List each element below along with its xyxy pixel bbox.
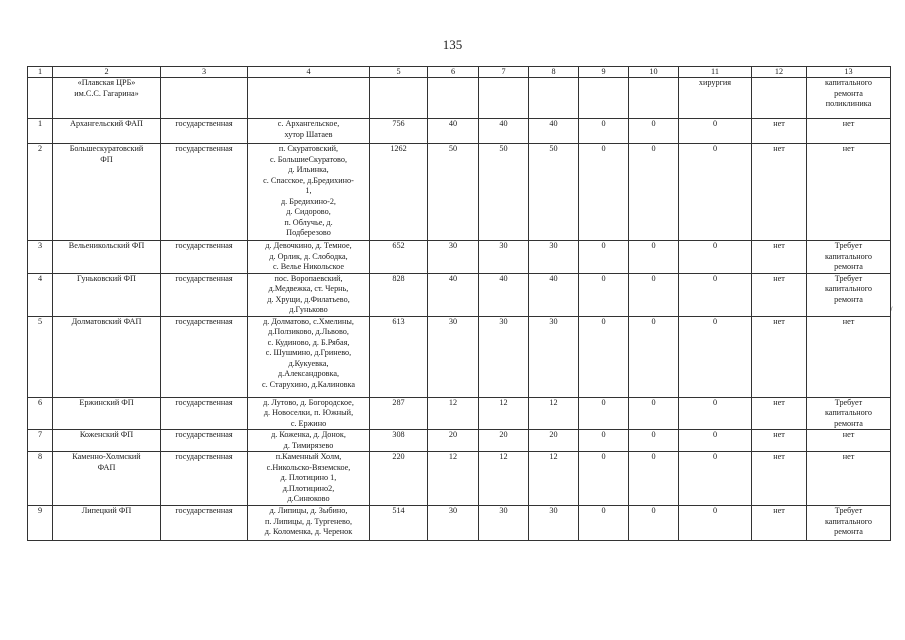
table-cell: государственная xyxy=(161,430,248,452)
table-cell: нет xyxy=(752,397,807,430)
table-cell: 12 xyxy=(428,452,479,506)
table-row xyxy=(28,119,891,144)
table-cell: 0 xyxy=(629,119,679,144)
table-cell: д. Коженка, д. Донок, д. Тимирязево xyxy=(248,430,370,452)
table-cell: 0 xyxy=(679,119,752,144)
table-cell: 828 xyxy=(370,273,428,316)
table-cell: 12 xyxy=(529,397,579,430)
table-cell: хирургия xyxy=(679,78,752,119)
table-cell: 40 xyxy=(529,119,579,144)
table-cell: Каменно-Холмский ФАП xyxy=(53,452,161,506)
table-cell: 8 xyxy=(28,452,53,506)
table-cell: 12 xyxy=(479,452,529,506)
column-number-cell: 6 xyxy=(428,67,479,78)
table-cell: 50 xyxy=(529,144,579,241)
table-cell: 0 xyxy=(579,430,629,452)
table-cell: нет xyxy=(752,430,807,452)
table-cell: 50 xyxy=(428,144,479,241)
column-number-cell: 10 xyxy=(629,67,679,78)
table-cell xyxy=(752,78,807,119)
table-cell: нет xyxy=(752,316,807,397)
table-cell xyxy=(579,78,629,119)
table-cell: 40 xyxy=(479,273,529,316)
table-cell: Требует капитального ремонта xyxy=(807,273,891,316)
column-number-cell: 8 xyxy=(529,67,579,78)
table-cell: 2 xyxy=(28,144,53,241)
table-cell: 0 xyxy=(579,144,629,241)
table-cell: п. Скуратовский, с. БольшиеСкуратово, д. Ильинка, с. Спасское, д.Бредихино- 1, д. Бредихино-2, д. Сидорово, п. Облучье, д. Подберезово xyxy=(248,144,370,241)
table-cell: п.Каменный Холм, с.Никольско-Вяземское, д. Плотицино 1, д.Плотицино2, д.Синюково xyxy=(248,452,370,506)
table-row xyxy=(28,506,891,541)
table-cell: 0 xyxy=(579,506,629,541)
table-cell: 6 xyxy=(28,397,53,430)
table-cell xyxy=(428,78,479,119)
table-row xyxy=(28,397,891,430)
column-number-row xyxy=(28,67,891,78)
facility-table xyxy=(27,66,891,541)
table-row xyxy=(28,430,891,452)
table-cell: 0 xyxy=(629,273,679,316)
table-cell: 1 xyxy=(28,119,53,144)
table-cell: 9 xyxy=(28,506,53,541)
table-cell: 40 xyxy=(428,273,479,316)
column-number-cell: 13 xyxy=(807,67,891,78)
table-cell: 0 xyxy=(679,452,752,506)
table-cell: 30 xyxy=(428,506,479,541)
table-cell: Большескуратовский ФП xyxy=(53,144,161,241)
table-cell: 0 xyxy=(679,144,752,241)
table-cell: 0 xyxy=(579,241,629,274)
table-cell: 4 xyxy=(28,273,53,316)
table-cell: 3 xyxy=(28,241,53,274)
column-number-cell: 1 xyxy=(28,67,53,78)
column-number-cell: 4 xyxy=(248,67,370,78)
table-cell: 0 xyxy=(679,506,752,541)
table-cell: государственная xyxy=(161,241,248,274)
table-cell xyxy=(529,78,579,119)
table-cell: 5 xyxy=(28,316,53,397)
table-cell: Требует капитального ремонта xyxy=(807,506,891,541)
table-row xyxy=(28,452,891,506)
table-cell: 756 xyxy=(370,119,428,144)
table-cell: нет xyxy=(752,241,807,274)
page-number: 135 xyxy=(442,37,463,52)
table-cell: 30 xyxy=(479,241,529,274)
table-row xyxy=(28,78,891,119)
table-cell: 30 xyxy=(479,506,529,541)
table-cell: нет xyxy=(752,119,807,144)
table-cell: 0 xyxy=(679,316,752,397)
table-cell: 308 xyxy=(370,430,428,452)
table-cell: 0 xyxy=(629,397,679,430)
table-cell: государственная xyxy=(161,316,248,397)
table-cell: государственная xyxy=(161,144,248,241)
table-row xyxy=(28,144,891,241)
table-cell: 0 xyxy=(629,316,679,397)
table-cell: 30 xyxy=(529,241,579,274)
table-cell: 0 xyxy=(629,144,679,241)
table-cell: государственная xyxy=(161,452,248,506)
column-number-cell: 9 xyxy=(579,67,629,78)
table-cell: Гуньковский ФП xyxy=(53,273,161,316)
table-cell: нет xyxy=(752,452,807,506)
table-cell: нет xyxy=(807,119,891,144)
table-cell: нет xyxy=(807,452,891,506)
table-cell: 0 xyxy=(579,316,629,397)
table-cell: 40 xyxy=(529,273,579,316)
table-cell: 30 xyxy=(529,506,579,541)
table-cell: 652 xyxy=(370,241,428,274)
table-cell: Вельеникольский ФП xyxy=(53,241,161,274)
table-cell: д. Липицы, д. Зыбино, п. Липицы, д. Тургенево, д. Коломенка, д. Черенок xyxy=(248,506,370,541)
column-number-cell: 3 xyxy=(161,67,248,78)
table-cell: 0 xyxy=(679,241,752,274)
table-row xyxy=(28,273,891,316)
table-cell: с. Архангельское, хутор Шатаев xyxy=(248,119,370,144)
table-cell: 613 xyxy=(370,316,428,397)
table-cell: д. Лутово, д. Богородское, д. Новоселки, п. Южный, с. Ержино xyxy=(248,397,370,430)
column-number-cell: 5 xyxy=(370,67,428,78)
table-cell: 20 xyxy=(428,430,479,452)
table-cell: 0 xyxy=(679,273,752,316)
table-cell: капитального ремонта поликлиника xyxy=(807,78,891,119)
table-cell: Требует капитального ремонта xyxy=(807,241,891,274)
table-cell: Долматовский ФАП xyxy=(53,316,161,397)
table-cell: 0 xyxy=(579,273,629,316)
table-cell: 40 xyxy=(428,119,479,144)
table-cell xyxy=(248,78,370,119)
table-cell: 0 xyxy=(629,430,679,452)
table-cell xyxy=(370,78,428,119)
table-cell: «Плавская ЦРБ» им.С.С. Гагарина» xyxy=(53,78,161,119)
table-cell: пос. Воропаевский, д.Медвежка, ст. Чернь, д. Хрущи, д.Филатьево, д.Гуньково xyxy=(248,273,370,316)
table-cell: государственная xyxy=(161,506,248,541)
table-cell: д. Девочкино, д. Темное, д. Орлик, д. Слободка, с. Велье Никольское xyxy=(248,241,370,274)
table-cell: 1262 xyxy=(370,144,428,241)
table-cell: государственная xyxy=(161,273,248,316)
table-cell: 0 xyxy=(629,241,679,274)
column-number-cell: 11 xyxy=(679,67,752,78)
table-cell xyxy=(28,78,53,119)
table-cell: нет xyxy=(807,316,891,397)
table-cell: 287 xyxy=(370,397,428,430)
table-cell xyxy=(161,78,248,119)
table-cell xyxy=(629,78,679,119)
table-cell: 0 xyxy=(579,452,629,506)
table-cell: д. Долматово, с.Хмелины, д.Ползиково, д.Львово, с. Кудиново, д. Б.Рябая, с. Шушмино, д.Гринево, д.Кукуевка, д.Александровка, с. Старухино, д.Калиновка xyxy=(248,316,370,397)
table-cell: государственная xyxy=(161,397,248,430)
table-cell: 0 xyxy=(579,397,629,430)
table-cell: государственная xyxy=(161,119,248,144)
table-cell: 0 xyxy=(629,506,679,541)
table-cell: 7 xyxy=(28,430,53,452)
table-cell: 30 xyxy=(428,241,479,274)
table-cell: 12 xyxy=(428,397,479,430)
table-row xyxy=(28,241,891,274)
table-cell xyxy=(479,78,529,119)
table-cell: 50 xyxy=(479,144,529,241)
table-row xyxy=(28,316,891,397)
table-cell: 20 xyxy=(529,430,579,452)
table-cell: 40 xyxy=(479,119,529,144)
table-cell: нет xyxy=(807,430,891,452)
table-cell: 30 xyxy=(479,316,529,397)
table-cell: нет xyxy=(807,144,891,241)
table-cell: 514 xyxy=(370,506,428,541)
table-cell: Липецкий ФП xyxy=(53,506,161,541)
table-cell: 20 xyxy=(479,430,529,452)
table-cell: нет xyxy=(752,144,807,241)
table-cell: 0 xyxy=(679,397,752,430)
table-cell: 0 xyxy=(629,452,679,506)
table-cell: Ержинский ФП xyxy=(53,397,161,430)
column-number-cell: 2 xyxy=(53,67,161,78)
table-cell: нет xyxy=(752,273,807,316)
column-number-cell: 12 xyxy=(752,67,807,78)
table-cell: Архангельский ФАП xyxy=(53,119,161,144)
margin-mark: / xyxy=(890,305,893,315)
table-cell: 30 xyxy=(428,316,479,397)
table-cell: 30 xyxy=(529,316,579,397)
table-cell: 220 xyxy=(370,452,428,506)
table-cell: Коженский ФП xyxy=(53,430,161,452)
table-cell: Требует капитального ремонта xyxy=(807,397,891,430)
table-cell: нет xyxy=(752,506,807,541)
column-number-cell: 7 xyxy=(479,67,529,78)
table-cell: 12 xyxy=(479,397,529,430)
table-cell: 0 xyxy=(579,119,629,144)
table-cell: 0 xyxy=(679,430,752,452)
table-cell: 12 xyxy=(529,452,579,506)
